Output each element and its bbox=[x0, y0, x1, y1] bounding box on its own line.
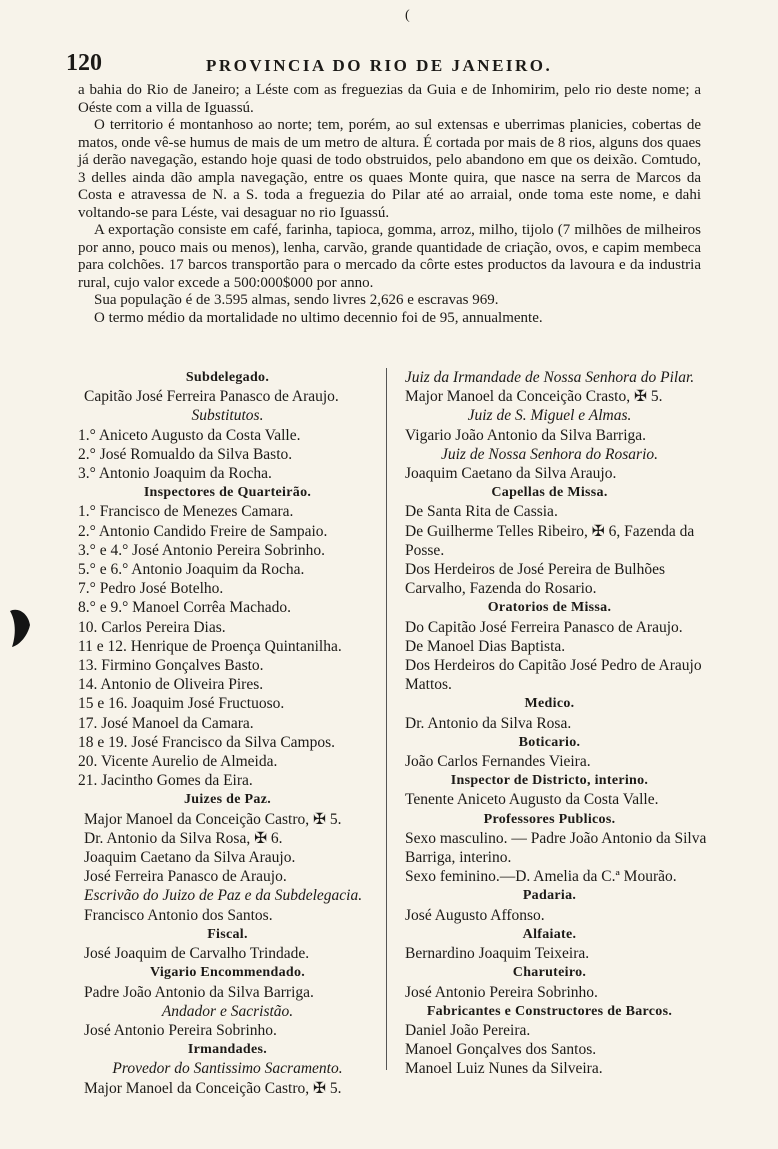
left-entry: 14. Antonio de Oliveira Pires. bbox=[78, 676, 264, 694]
left-column bbox=[70, 368, 385, 1098]
left-heading: Vigario Encommendado. bbox=[149, 965, 306, 981]
right-entry: De Manoel Dias Baptista. bbox=[405, 637, 566, 655]
left-entry: 11 e 12. Henrique de Proença Quintanilha. bbox=[78, 637, 342, 655]
left-entry: 20. Vicente Aurelio de Almeida. bbox=[78, 753, 278, 771]
margin-mark: ( bbox=[405, 8, 410, 23]
right-entry: José Antonio Pereira Sobrinho. bbox=[405, 983, 598, 1001]
right-subheading: Juiz de S. Miguel e Almas. bbox=[467, 407, 632, 425]
right-entry: De Guilherme Telles Ribeiro, ✠ 6, Fazenda da Posse. bbox=[405, 522, 695, 559]
intro-paragraph: a bahia do Rio de Janeiro; a Léste com as freguezias da Guia e de Inhomirim, pelo rio deste nome; a Oéste com a villa de Iguassú. bbox=[78, 82, 701, 116]
right-heading: Medico. bbox=[524, 696, 575, 712]
left-entry: José Joaquim de Carvalho Trindade. bbox=[84, 945, 310, 963]
left-entry: Francisco Antonio dos Santos. bbox=[84, 906, 273, 924]
right-heading: Charuteiro. bbox=[512, 965, 587, 981]
left-heading: Subdelegado. bbox=[185, 370, 270, 385]
right-entry: De Santa Rita de Cassia. bbox=[405, 503, 558, 521]
left-subheading: Andador e Sacristão. bbox=[161, 1002, 294, 1020]
right-heading: Boticario. bbox=[518, 734, 581, 750]
right-entry: Joaquim Caetano da Silva Araujo. bbox=[405, 465, 617, 483]
left-entry: Major Manoel da Conceição Castro, ✠ 5. bbox=[84, 1079, 342, 1097]
right-entry: Vigario João Antonio da Silva Barriga. bbox=[405, 426, 646, 444]
right-entry: Tenente Aniceto Augusto da Costa Valle. bbox=[405, 791, 659, 809]
left-heading: Juizes de Paz. bbox=[183, 792, 272, 808]
right-entry: Manoel Gonçalves dos Santos. bbox=[405, 1041, 597, 1059]
left-entry: 1.° Aniceto Augusto da Costa Valle. bbox=[78, 426, 301, 444]
right-entry: José Augusto Affonso. bbox=[405, 906, 545, 924]
right-entry: Dos Herdeiros de José Pereira de Bulhões Carvalho, Fazenda do Rosario. bbox=[405, 561, 665, 598]
intro-paragraph: O termo médio da mortalidade no ultimo decennio foi de 95, annualmente. bbox=[94, 309, 543, 326]
right-heading: Padaria. bbox=[522, 888, 577, 904]
left-entry: 5.° e 6.° Antonio Joaquim da Rocha. bbox=[78, 561, 305, 579]
left-entry: 13. Firmino Gonçalves Basto. bbox=[78, 657, 264, 675]
page-number: 120 bbox=[66, 50, 102, 76]
right-entry: Dr. Antonio da Silva Rosa. bbox=[405, 714, 572, 732]
left-subheading: Provedor do Santissimo Sacramento. bbox=[112, 1060, 343, 1078]
left-heading: Irmandades. bbox=[187, 1042, 268, 1058]
right-entry: Dos Herdeiros do Capitão José Pedro de Araujo Mattos. bbox=[405, 657, 702, 694]
right-heading: Capellas de Missa. bbox=[491, 485, 608, 501]
left-entry: 1.° Francisco de Menezes Camara. bbox=[78, 503, 294, 521]
left-entry: José Antonio Pereira Sobrinho. bbox=[84, 1021, 277, 1039]
left-entry: Major Manoel da Conceição Castro, ✠ 5. bbox=[84, 810, 342, 828]
intro-paragraph: A exportação consiste em café, farinha, tapioca, gomma, arroz, milho, tijolo (7 milhões de milheiros por anno, pouco mais ou menos), lenha, carvão, grande quantidade de criação, ovos, e capim membeca para colchões. 17 barcos transportão para o mercado da côrte estes productos da lavoura e da industria rural, cujo valor excede a 500:000$000 por anno. bbox=[78, 222, 701, 291]
left-entry: 17. José Manoel da Camara. bbox=[78, 714, 254, 732]
page-title: PROVINCIA DO RIO DE JANEIRO. bbox=[206, 56, 553, 75]
left-entry: José Ferreira Panasco de Araujo. bbox=[84, 868, 287, 886]
binding-clip-icon bbox=[8, 605, 32, 649]
right-subheading: Juiz de Nossa Senhora do Rosario. bbox=[441, 445, 658, 463]
right-entry: Bernardino Joaquim Teixeira. bbox=[405, 945, 590, 963]
left-entry: Joaquim Caetano da Silva Araujo. bbox=[84, 849, 296, 867]
right-entry: Daniel João Pereira. bbox=[405, 1021, 531, 1039]
page-header bbox=[66, 50, 706, 82]
left-entry: 2.° José Romualdo da Silva Basto. bbox=[78, 445, 293, 463]
left-entry: 15 e 16. Joaquim José Fructuoso. bbox=[78, 695, 285, 713]
right-entry: Sexo feminino.—D. Amelia da C.ª Mourão. bbox=[405, 868, 677, 886]
column-divider bbox=[386, 368, 387, 1070]
right-heading: Inspector de Districto, interino. bbox=[450, 773, 649, 789]
right-subheading: Juiz da Irmandade de Nossa Senhora do Pilar. bbox=[404, 369, 695, 386]
right-entry: Sexo masculino. — Padre João Antonio da Silva Barriga, interino. bbox=[405, 829, 707, 867]
left-entry: 2.° Antonio Candido Freire de Sampaio. bbox=[78, 522, 328, 540]
left-heading: Inspectores de Quarteirão. bbox=[143, 485, 312, 501]
right-column bbox=[391, 368, 708, 1079]
left-entry: Capitão José Ferreira Panasco de Araujo. bbox=[84, 388, 339, 406]
right-heading: Oratorios de Missa. bbox=[487, 600, 612, 616]
left-entry: 21. Jacintho Gomes da Eira. bbox=[78, 772, 253, 790]
right-entry: João Carlos Fernandes Vieira. bbox=[405, 753, 591, 771]
right-heading: Professores Publicos. bbox=[483, 811, 616, 827]
intro-text bbox=[78, 82, 701, 327]
left-entry: 8.° e 9.° Manoel Corrêa Machado. bbox=[78, 599, 291, 617]
left-entry: 18 e 19. José Francisco da Silva Campos. bbox=[78, 733, 336, 751]
left-heading: Fiscal. bbox=[207, 926, 248, 942]
right-heading: Fabricantes e Constructores de Barcos. bbox=[426, 1003, 673, 1019]
left-entry: 3.° Antonio Joaquim da Rocha. bbox=[78, 465, 272, 483]
right-heading: Alfaiate. bbox=[522, 926, 577, 942]
right-entry: Do Capitão José Ferreira Panasco de Araujo. bbox=[405, 618, 683, 636]
intro-paragraph: O territorio é montanhoso ao norte; tem, porém, ao sul extensas e uberrimas planicies, cobertas de matos, onde vê-se humus de mais de um metro de altura. É cortada por mais de 8 rios, alguns dos quaes já derão navegação, estando hoje quasi de todo obstruidos, pelo abandono em que os deixão. Comtudo, 3 delles ainda dão ampla navegação, entre os quaes Monte quira, que nasce na serra de Marcos da Costa e atravessa de N. a S. toda a freguezia do Pilar até ao arraial, onde toma este nome, e dahi voltando-se para Léste, vai desaguar no rio Iguassú. bbox=[78, 117, 701, 221]
left-entry: Padre João Antonio da Silva Barriga. bbox=[84, 983, 314, 1001]
left-subheading: Substitutos. bbox=[191, 407, 264, 425]
left-entry: 3.° e 4.° José Antonio Pereira Sobrinho. bbox=[78, 541, 326, 559]
left-entry: Dr. Antonio da Silva Rosa, ✠ 6. bbox=[84, 829, 283, 847]
left-entry: 7.° Pedro José Botelho. bbox=[78, 580, 224, 598]
right-entry: Manoel Luiz Nunes da Silveira. bbox=[405, 1060, 603, 1078]
left-subheading: Escrivão do Juizo de Paz e da Subdelegacia. bbox=[84, 887, 363, 905]
intro-paragraph: Sua população é de 3.595 almas, sendo livres 2,626 e escravas 969. bbox=[94, 292, 499, 308]
right-entry: Major Manoel da Conceição Crasto, ✠ 5. bbox=[405, 388, 663, 406]
left-entry: 10. Carlos Pereira Dias. bbox=[78, 618, 226, 636]
